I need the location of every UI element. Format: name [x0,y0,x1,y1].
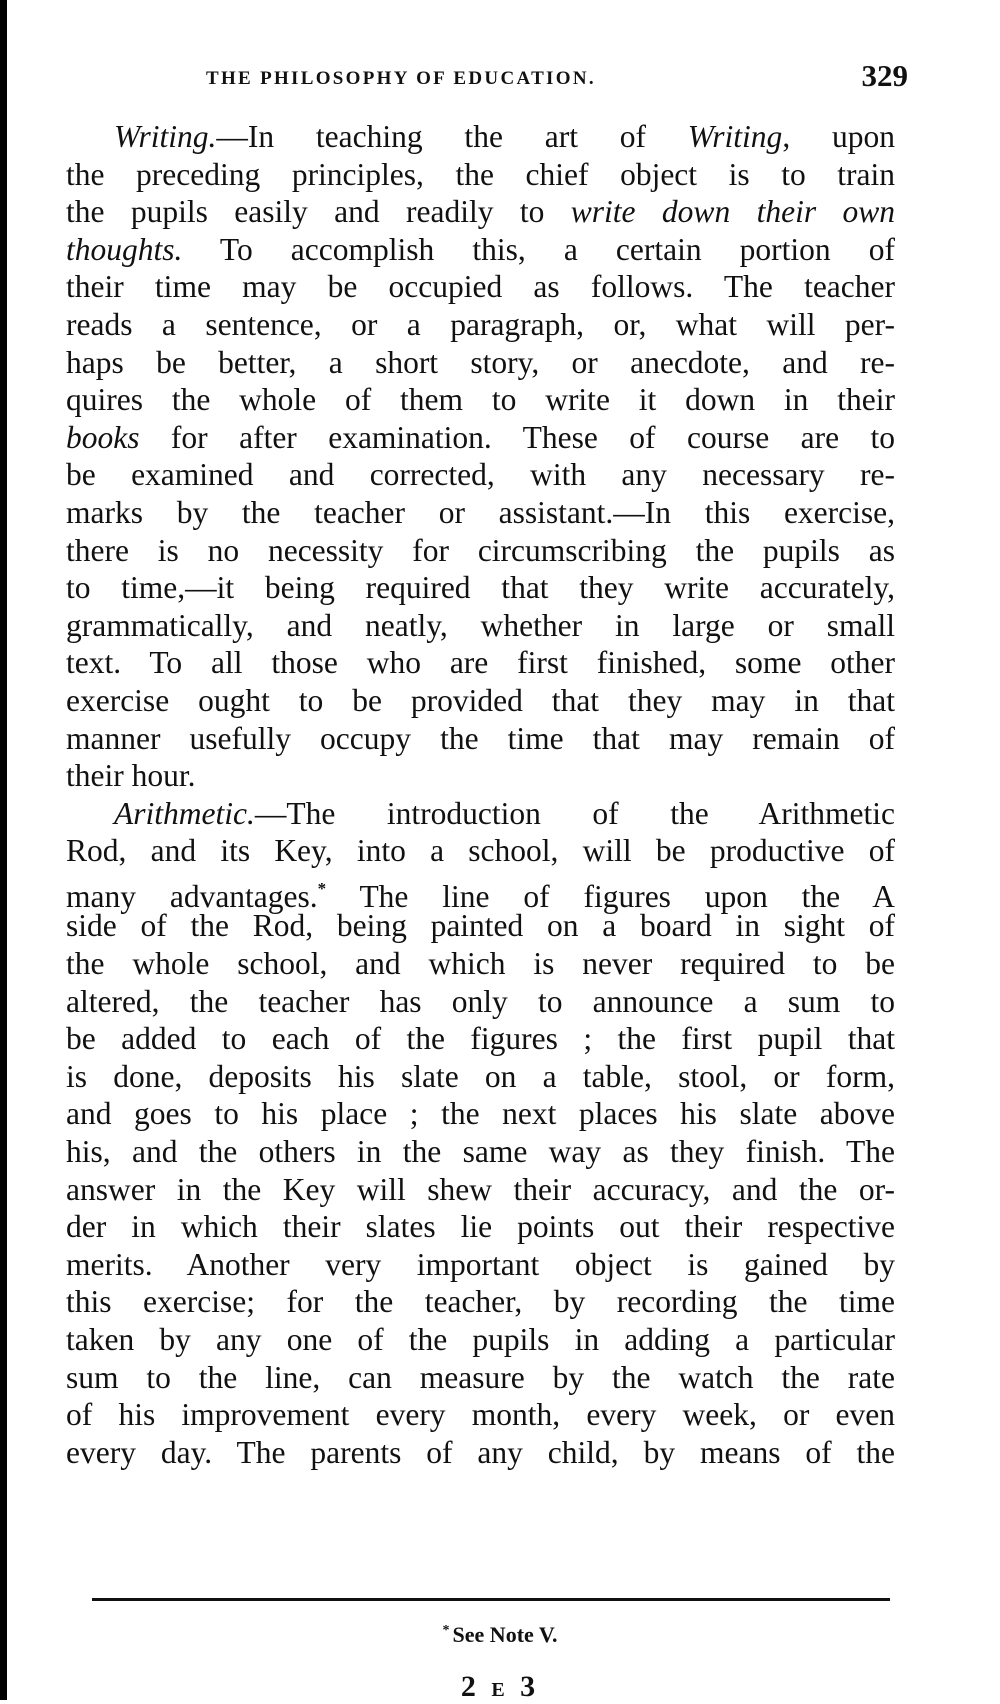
text-line: is done, deposits his slate on a table, stool, or form, [66,1058,895,1094]
text-line: his, and the others in the same way as they finish. The [66,1134,895,1170]
text-line: altered, the teacher has only to announce a sum to [66,983,895,1019]
text-line: side of the Rod, being painted on a board in sight of [66,908,895,944]
text-line: merits. Another very important object is gained by [66,1246,895,1282]
text-line: quires the whole of them to write it down in their [66,382,895,418]
text-line: their hour. [66,758,196,794]
text-line: thoughts. To accomplish this, a certain portion of [66,231,895,267]
text-line: the preceding principles, the chief object is to train [66,156,895,192]
text-line: haps be better, a short story, or anecdote, and re- [66,344,895,380]
footnote [0,1622,1000,1648]
text-line: this exercise; for the teacher, by recording the time [66,1284,895,1320]
page-edge-shadow [0,0,7,1700]
section-heading-writing: Writing. [114,119,217,154]
text-line: text. To all those who are first finished, some other [66,645,895,681]
page-header [186,54,914,104]
section-heading-arithmetic: Arithmetic. [114,795,255,831]
signature-mark: 2 E 3 [460,1670,540,1703]
page-number: 329 [861,58,908,93]
text-line: of his improvement every month, every week, or even [66,1397,895,1433]
body-text [66,118,895,1471]
text-line: Writing.—In teaching the art of Writing, upon [114,119,895,154]
text-line: Arithmetic.—The introduction of the Arithmetic [114,795,895,831]
text-line: answer in the Key will shew their accuracy, and the or- [66,1171,895,1207]
text-line: their time may be occupied as follows. The teacher [66,269,895,305]
footnote-text: See Note V. [452,1622,558,1647]
text-line: the whole school, and which is never required to be [66,946,895,982]
text-line: the pupils easily and readily to write down their own [66,194,895,230]
text-line: and goes to his place ; the next places his slate above [66,1096,895,1132]
text-line: grammatically, and neatly, whether in large or small [66,607,895,643]
running-head: THE PHILOSOPHY OF EDUCATION. [206,68,596,89]
text-line: Rod, and its Key, into a school, will be productive of [66,833,895,869]
text-line: reads a sentence, or a paragraph, or, what will per- [66,306,895,342]
text-line: every day. The parents of any child, by means of the [66,1434,895,1470]
text-line: be added to each of the figures ; the first pupil that [66,1021,895,1057]
text-line: many advantages.* The line of figures upon the A [66,878,896,914]
text-line: there is no necessity for circumscribing the pupils as [66,532,895,568]
footnote-reference: * [317,878,327,898]
text-line: books for after examination. These of course are to [66,419,895,455]
text-line: be examined and corrected, with any necessary re- [66,457,895,493]
text-line: sum to the line, can measure by the watch the rate [66,1359,895,1395]
text-line: der in which their slates lie points out their respective [66,1209,895,1245]
text-line: exercise ought to be provided that they may in that [66,682,895,718]
footnote-mark: * [442,1623,450,1638]
text-line: taken by any one of the pupils in adding a particular [66,1322,895,1357]
text-line: to time,—it being required that they write accurately, [66,570,895,606]
text-line: manner usefully occupy the time that may remain of [66,720,895,756]
footnote-rule [92,1598,890,1601]
text-line: marks by the teacher or assistant.—In this exercise, [66,494,895,530]
